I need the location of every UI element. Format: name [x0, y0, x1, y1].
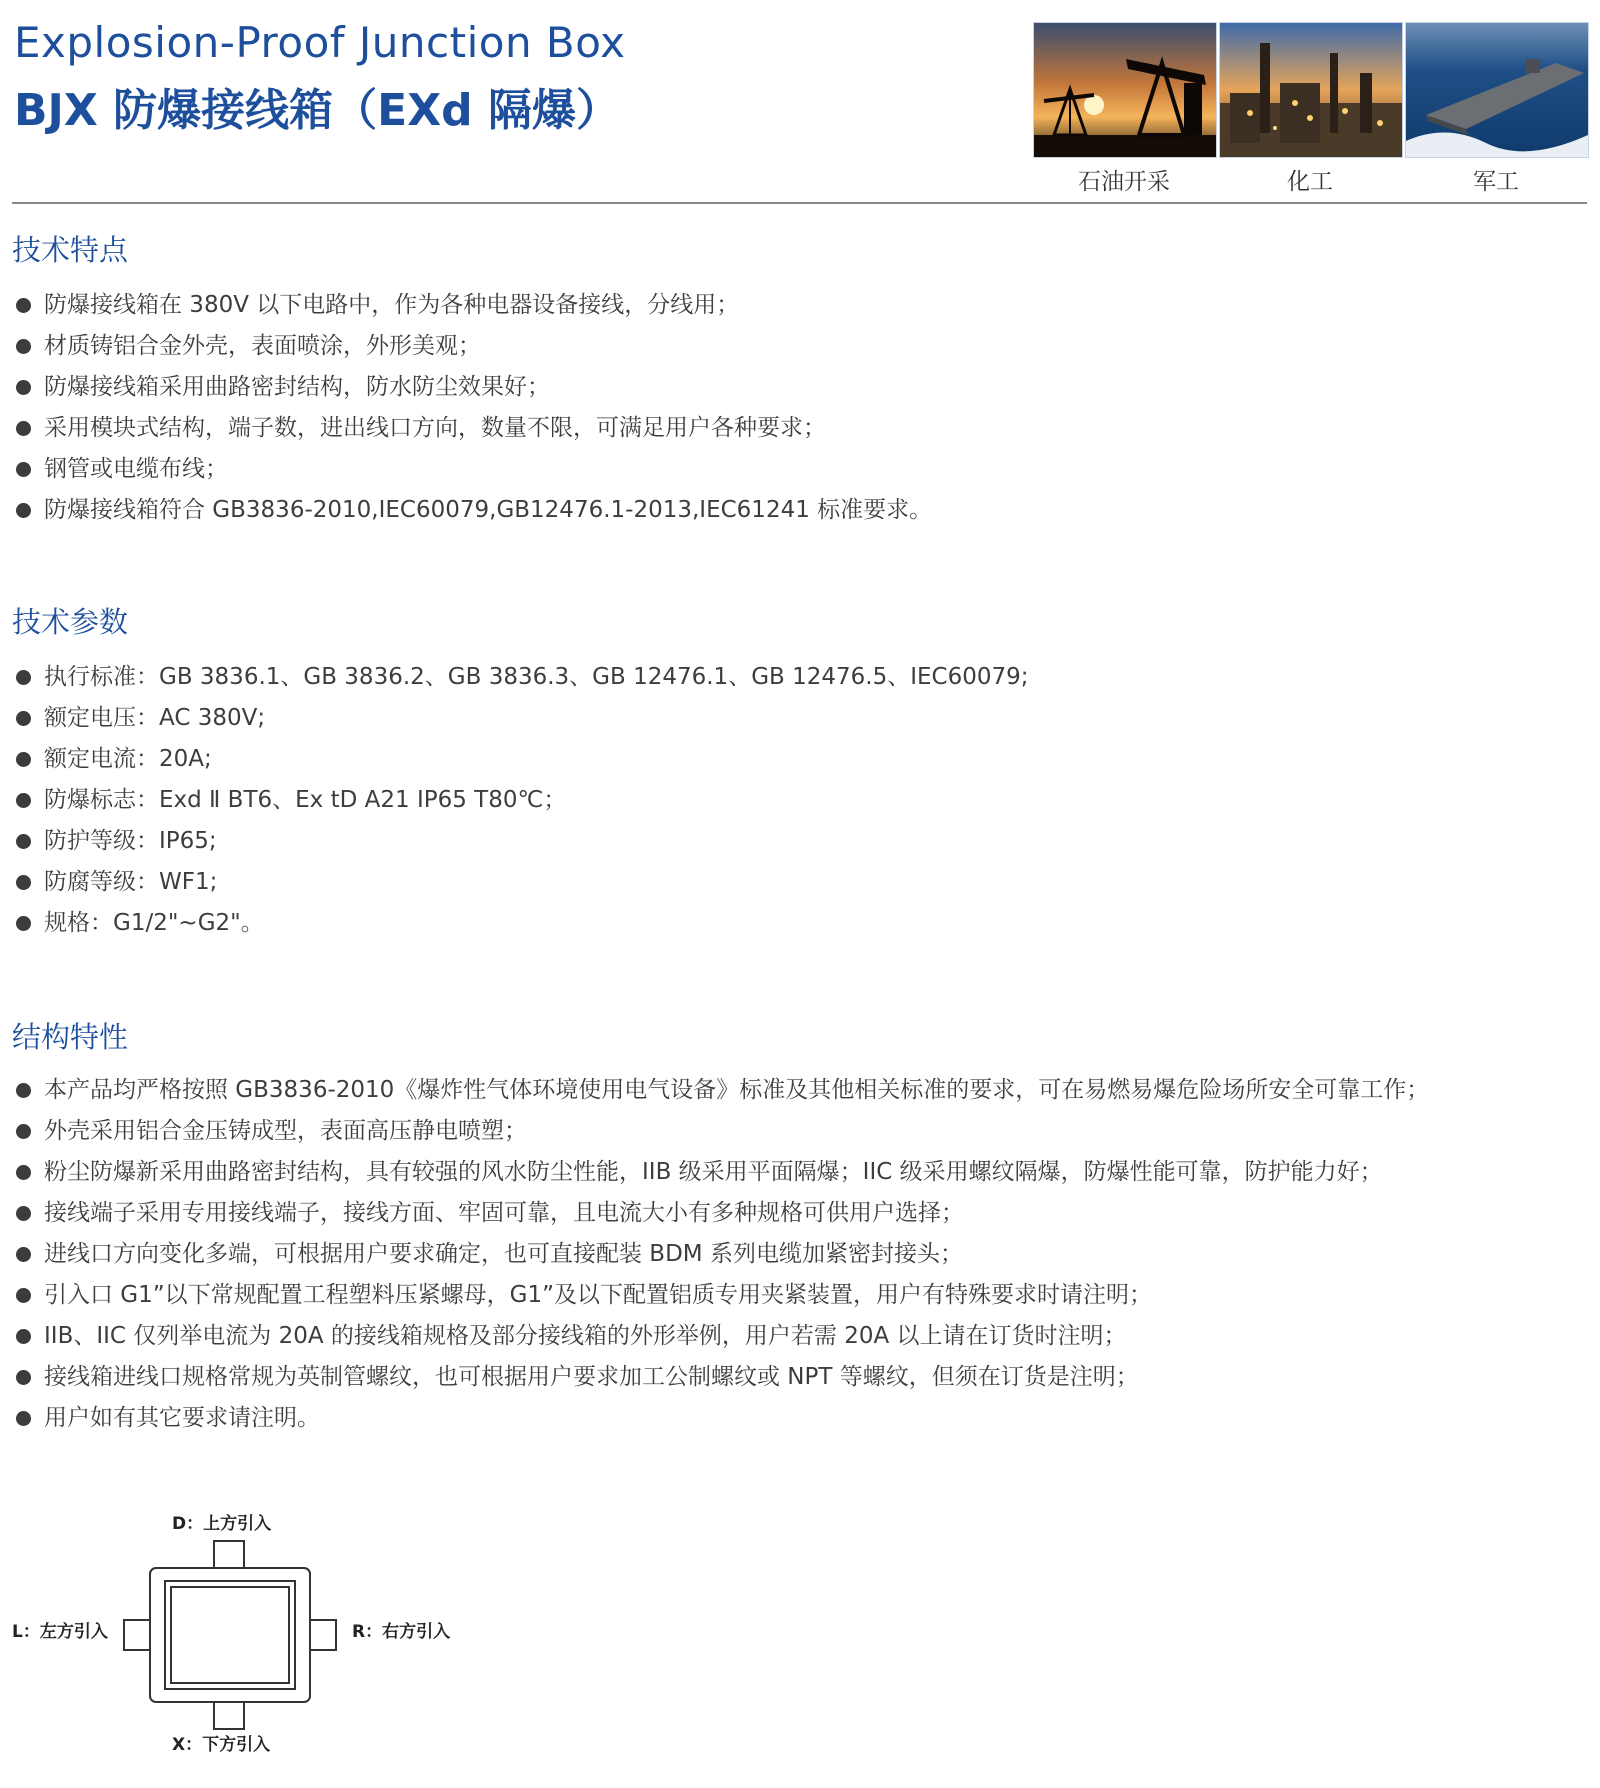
page-title-chinese: BJX 防爆接线箱（EXd 隔爆） [14, 85, 620, 136]
list-item: 防护等级：IP65; [14, 821, 1029, 862]
list-item: 防爆接线箱符合 GB3836-2010,IEC60079,GB12476.1-2013,IEC61241 标准要求。 [14, 490, 932, 531]
list-item: 粉尘防爆新采用曲路密封结构，具有较强的风水防尘性能，IIB 级采用平面隔爆；IIC 级采用螺纹隔爆，防爆性能可靠，防护能力好； [14, 1152, 1429, 1193]
list-item: 防爆接线箱采用曲路密封结构，防水防尘效果好； [14, 367, 932, 408]
diagram-label-left: L：左方引入 [12, 1622, 108, 1642]
junction-box-diagram [110, 1535, 350, 1735]
left-entry-port [124, 1620, 152, 1650]
bullet-icon [16, 339, 31, 354]
list-item: 防爆标志：Exd Ⅱ BT6、Ex tD A21 IP65 T80℃； [14, 780, 1029, 821]
right-entry-port [308, 1620, 336, 1650]
list-item: 防腐等级：WF1; [14, 862, 1029, 903]
list-item: 钢管或电缆布线； [14, 449, 932, 490]
bullet-icon [16, 503, 31, 518]
list-item: 接线端子采用专用接线端子，接线方面、牢固可靠，且电流大小有多种规格可供用户选择； [14, 1193, 1429, 1234]
bullet-icon [16, 462, 31, 477]
top-entry-port [214, 1541, 244, 1569]
bullet-icon [16, 1247, 31, 1262]
bullet-icon [16, 1411, 31, 1426]
list-item: 防爆接线箱在 380V 以下电路中，作为各种电器设备接线，分线用； [14, 285, 932, 326]
list-item: 进线口方向变化多端，可根据用户要求确定，也可直接配装 BDM 系列电缆加紧密封接头； [14, 1234, 1429, 1275]
bullet-icon [16, 380, 31, 395]
photo-caption-chemical: 化工 [1287, 169, 1333, 195]
list-item: IIB、IIC 仅列举电流为 20A 的接线箱规格及部分接线箱的外形举例，用户若需 20A 以上请在订货时注明； [14, 1316, 1429, 1357]
section-title-structure: 结构特性 [12, 1020, 129, 1054]
features-list [14, 285, 932, 531]
structure-list [14, 1070, 1429, 1439]
oil-pump-photo [1033, 22, 1217, 158]
chemical-plant-photo [1219, 22, 1403, 158]
bottom-entry-port [214, 1701, 244, 1729]
list-item: 引入口 G1”以下常规配置工程塑料压紧螺母，G1”及以下配置铝质专用夹紧装置，用户有特殊要求时请注明； [14, 1275, 1429, 1316]
section-title-params: 技术参数 [12, 605, 129, 639]
bullet-icon [16, 875, 31, 890]
bullet-icon [16, 752, 31, 767]
bullet-icon [16, 834, 31, 849]
diagram-label-bottom: X：下方引入 [172, 1735, 271, 1755]
list-item: 接线箱进线口规格常规为英制管螺纹，也可根据用户要求加工公制螺纹或 NPT 等螺纹，但须在订货是注明； [14, 1357, 1429, 1398]
bullet-icon [16, 298, 31, 313]
bullet-icon [16, 1329, 31, 1344]
params-list [14, 657, 1029, 944]
bullet-icon [16, 711, 31, 726]
bullet-icon [16, 1165, 31, 1180]
bullet-icon [16, 1083, 31, 1098]
list-item: 采用模块式结构，端子数，进出线口方向，数量不限，可满足用户各种要求； [14, 408, 932, 449]
box-inner-2 [171, 1587, 289, 1683]
list-item: 额定电压：AC 380V; [14, 698, 1029, 739]
bullet-icon [16, 1370, 31, 1385]
bullet-icon [16, 1124, 31, 1139]
bullet-icon [16, 1206, 31, 1221]
list-item: 材质铸铝合金外壳，表面喷涂，外形美观； [14, 326, 932, 367]
header-divider [12, 202, 1587, 204]
diagram-label-top: D：上方引入 [172, 1514, 272, 1534]
list-item: 本产品均严格按照 GB3836-2010《爆炸性气体环境使用电气设备》标准及其他相关标准的要求，可在易燃易爆危险场所安全可靠工作； [14, 1070, 1429, 1111]
bullet-icon [16, 793, 31, 808]
aircraft-carrier-photo [1405, 22, 1589, 158]
list-item: 外壳采用铝合金压铸成型，表面高压静电喷塑； [14, 1111, 1429, 1152]
list-item: 用户如有其它要求请注明。 [14, 1398, 1429, 1439]
bullet-icon [16, 916, 31, 931]
photo-caption-military: 军工 [1473, 169, 1519, 195]
page-title-english: Explosion-Proof Junction Box [14, 18, 626, 67]
list-item: 规格：G1/2"~G2"。 [14, 903, 1029, 944]
bullet-icon [16, 421, 31, 436]
section-title-features: 技术特点 [12, 233, 129, 267]
bullet-icon [16, 670, 31, 685]
list-item: 额定电流：20A; [14, 739, 1029, 780]
photo-caption-oil: 石油开采 [1078, 169, 1170, 195]
diagram-label-right: R：右方引入 [352, 1622, 451, 1642]
list-item: 执行标准：GB 3836.1、GB 3836.2、GB 3836.3、GB 12476.1、GB 12476.5、IEC60079; [14, 657, 1029, 698]
bullet-icon [16, 1288, 31, 1303]
